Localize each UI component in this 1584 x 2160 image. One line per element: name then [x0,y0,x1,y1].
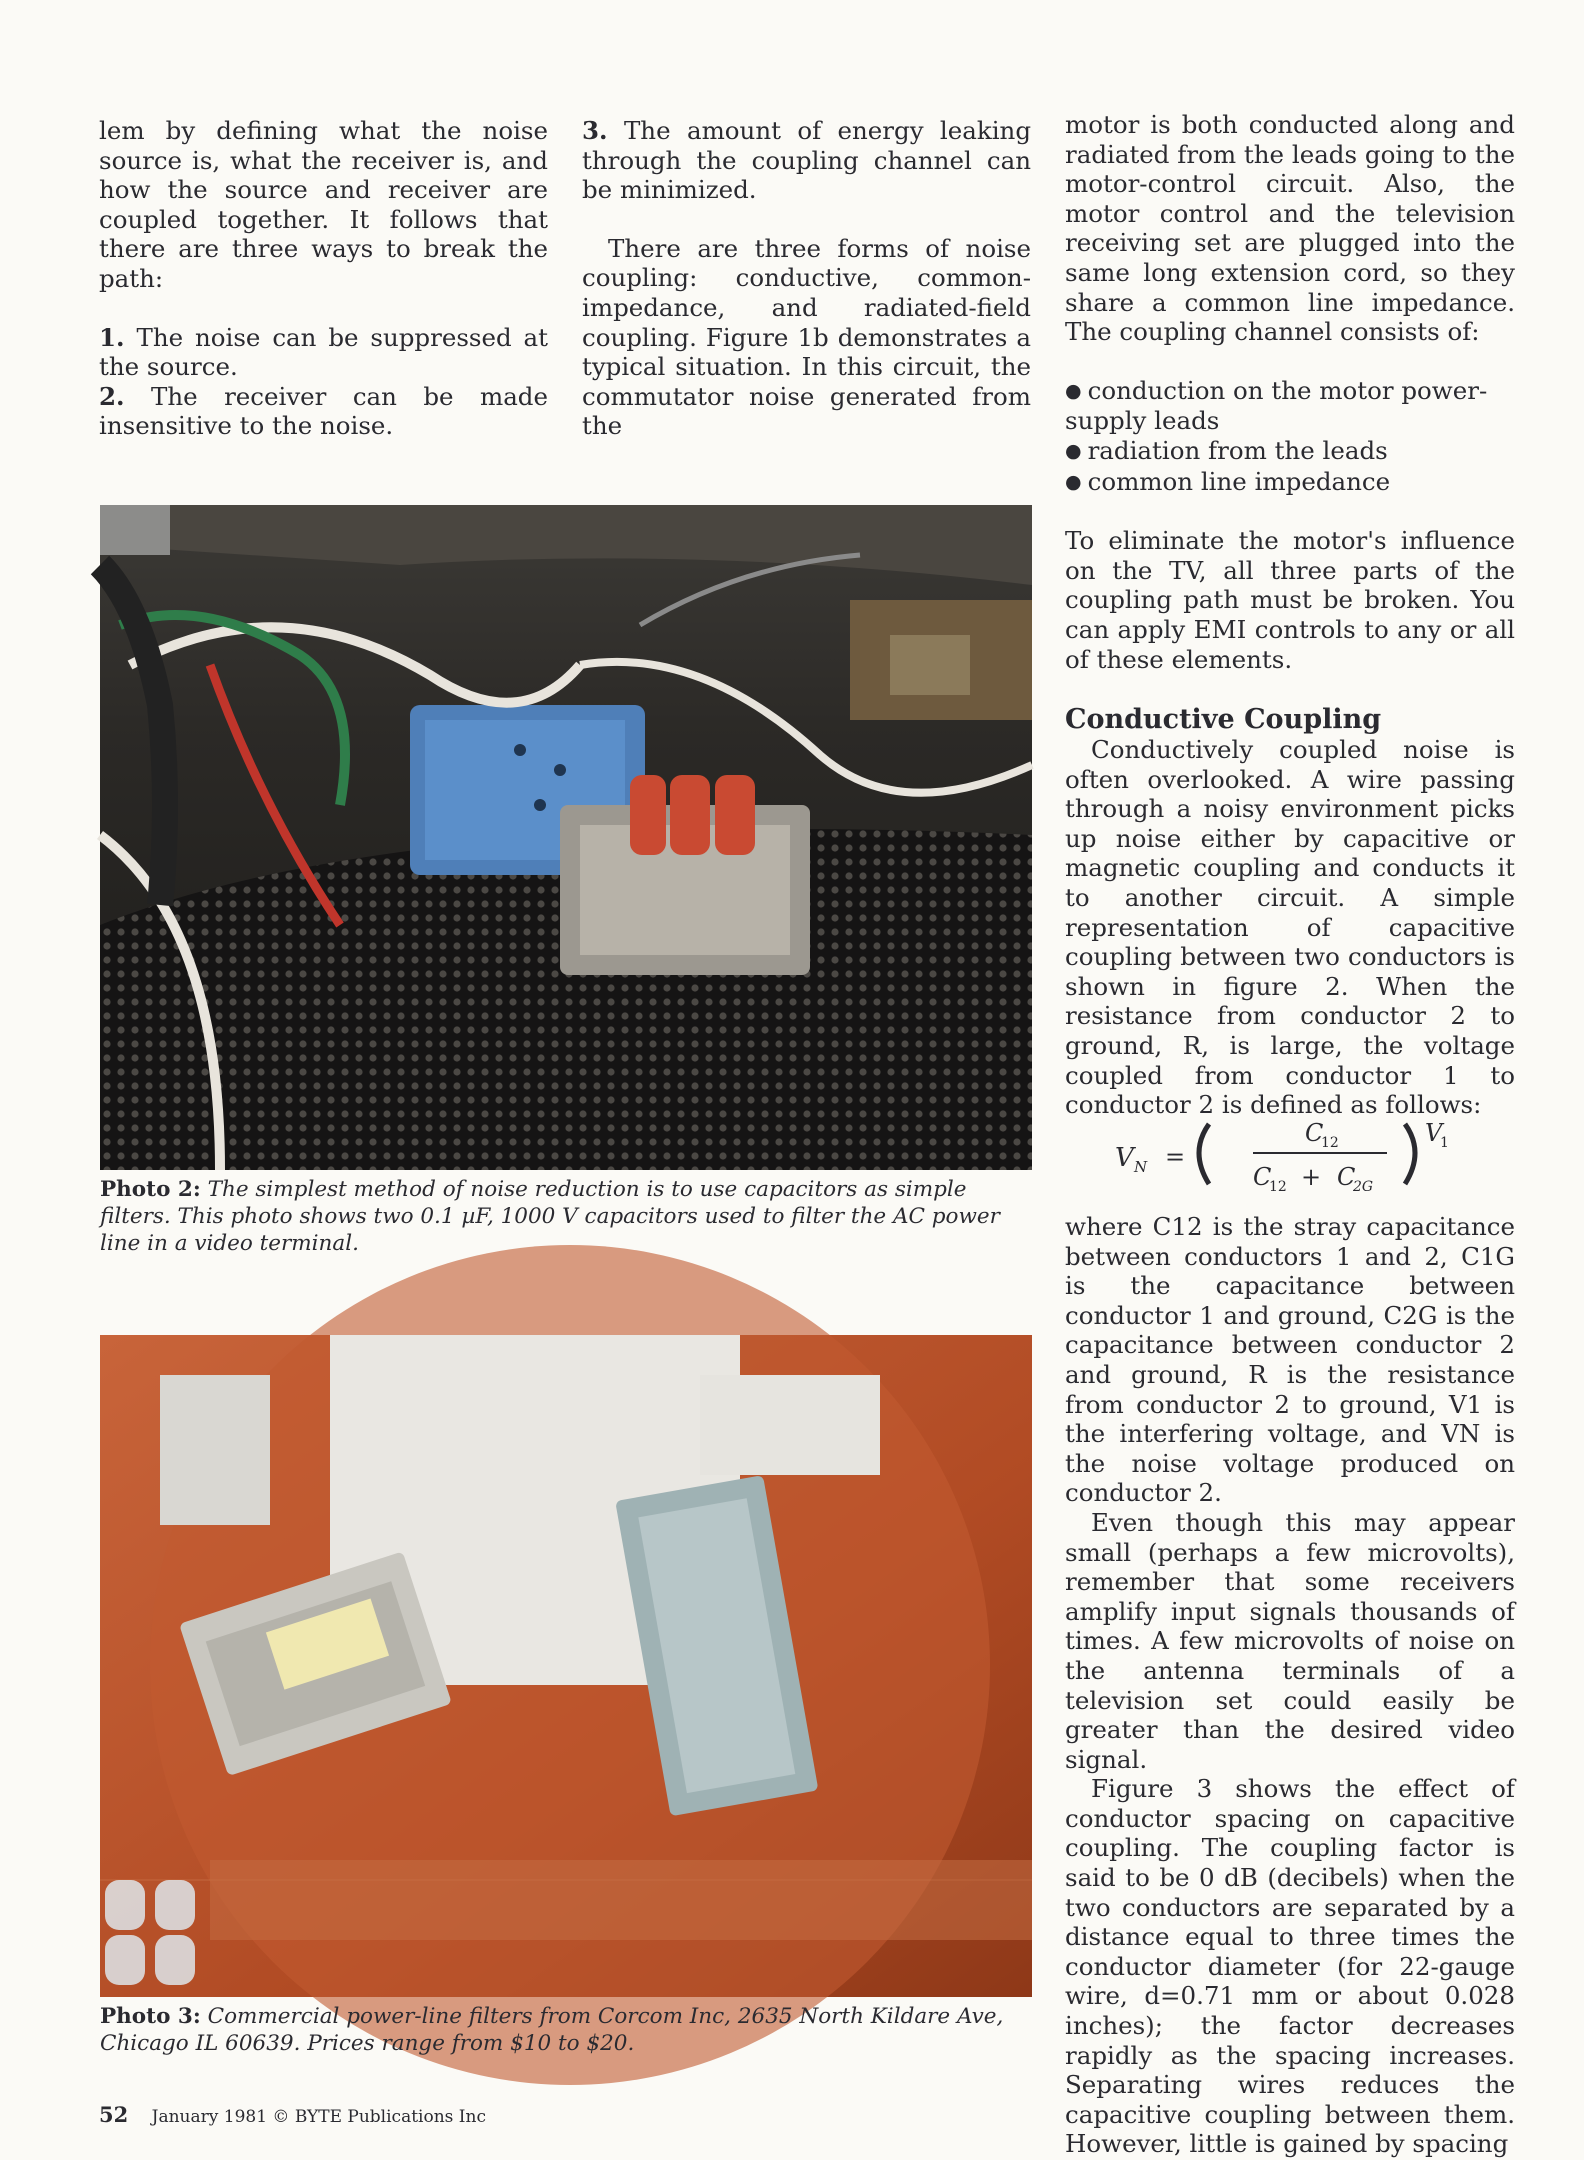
formula-graphic [1115,1108,1449,1195]
list-text-1: The noise can be suppressed at the source. [99,322,549,382]
column-3 [1065,110,1515,1120]
col3-paragraph-5: Even though this may appear small (perhaps a few microvolts), remember that some receivers amplify input signals thousands of times. A few microvolts of noise on the antenna terminals of a television set could easily be greater than the desired video signal. [1065,1507,1515,1774]
photo-3-caption [100,2003,1032,2057]
photo-filters-graphic [100,1335,1032,1997]
right-paren [1405,1124,1415,1184]
formula-numerator-subscript: 12 [1321,1135,1339,1151]
photo-3-caption-text: Commercial power-line filters from Corcom Inc, 2635 North Kildare Ave, Chicago IL 60639. Prices range from $10 to $20. [100,2004,1004,2056]
list-number-3: 3. [582,116,608,145]
formula-denominator-b: C [1337,1163,1356,1191]
formula-denominator-a-subscript: 12 [1269,1179,1287,1195]
formula-vn: V [1115,1143,1134,1173]
bullet-item-3: ● common line impedance [1065,467,1515,498]
bullet-item-1: ● conduction on the motor power-supply leads [1065,376,1515,436]
col3-paragraph-3: Conductively coupled noise is often overlooked. A wire passing through a noisy environment picks up noise either by capacitive or magnetic coupling and conducts it to another circuit. A simple representation of capacitive coupling between two conductors is shown in figure 2. When the resistance from conductor 2 to ground, R, is large, the voltage coupled from conductor 1 to conductor 2 is defined as follows: [1065,735,1515,1120]
list-number-1: 1. [99,322,125,352]
formula-equals: = [1165,1143,1186,1171]
faded-headline-bleed [560,0,1080,100]
col1-paragraph: lem by defining what the noise source is, what the receiver is, and how the source and receiver are coupled together. It follows that there are three ways to break the path: [99,116,548,293]
col3-paragraph-1: motor is both conducted along and radiated from the leads going to the motor-control circuit. Also, the motor control and the television receiving set are plugged into the same long extension cord, so they share a common line impedance. The coupling channel consists of: [1065,110,1515,347]
column-1 [99,116,548,441]
list-item-2 [99,382,548,441]
list-item-1 [99,323,548,382]
list-item-3 [582,116,1031,205]
column-2 [582,116,1031,441]
formula-denominator-a: C [1253,1163,1272,1191]
photo-3-label: Photo 3: [100,2004,201,2029]
photo-power-line-filters [100,1335,1032,1997]
photo-capacitors-graphic [100,505,1032,1170]
photo-2-caption-text: The simplest method of noise reduction is to use capacitors as simple filters. This photo shows two 0.1 µF, 1000 V capacitors used to filter the AC power line in a video terminal. [100,1177,1000,1256]
list-number-2: 2. [99,381,125,411]
list-text-2: The receiver can be made insensitive to the noise. [99,381,548,441]
formula-v1-subscript: 1 [1440,1135,1449,1151]
photo-capacitors [100,505,1032,1170]
formula-denominator-b-subscript: 2G [1353,1179,1374,1195]
column-3-lower [1065,1212,1515,2159]
section-heading: Conductive Coupling [1065,704,1382,736]
list-text-3: The amount of energy leaking through the coupling channel can be minimized. [582,116,1031,205]
photo-2-caption [100,1176,1032,1257]
formula-v1: V [1425,1119,1443,1147]
formula-numerator: C [1305,1119,1324,1147]
formula-vn-subscript: N [1134,1158,1148,1176]
page-number: 52 [99,2102,129,2127]
left-paren [1199,1124,1209,1184]
formula-plus: + [1301,1163,1322,1191]
page-footer [99,2102,486,2127]
capacitive-coupling-formula [1115,1108,1449,1195]
col3-paragraph-6: Figure 3 shows the effect of conductor spacing on capacitive coupling. The coupling factor is said to be 0 dB (decibels) when the two conductors are separated by a distance equal to three times the conductor diameter (for 22-gauge wire, d=0.71 mm or about 0.028 inches); the factor decreases rapidly as the spacing increases. Separating wires reduces the capacitive coupling between them. However, little is gained by spacing [1065,1774,1515,2159]
col2-paragraph: There are three forms of noise coupling: conductive, common-impedance, and radiated-field coupling. Figure 1b demonstrates a typical situation. In this circuit, the commutator noise generated from the [582,233,1031,441]
bullet-item-2: ● radiation from the leads [1065,436,1515,467]
footer-credit: January 1981 © BYTE Publications Inc [151,2107,486,2127]
col3-paragraph-2: To eliminate the motor's influence on the TV, all three parts of the coupling path must be broken. You can apply EMI controls to any or all of these elements. [1065,526,1515,674]
col3-paragraph-4: where C12 is the stray capacitance between conductors 1 and 2, C1G is the capacitance between conductor 1 and ground, C2G is the capacitance between conductor 2 and ground, R is the resistance from conductor 2 to ground, V1 is the interfering voltage, and VN is the noise voltage produced on conductor 2. [1065,1212,1515,1508]
photo-2-label: Photo 2: [100,1177,201,1202]
